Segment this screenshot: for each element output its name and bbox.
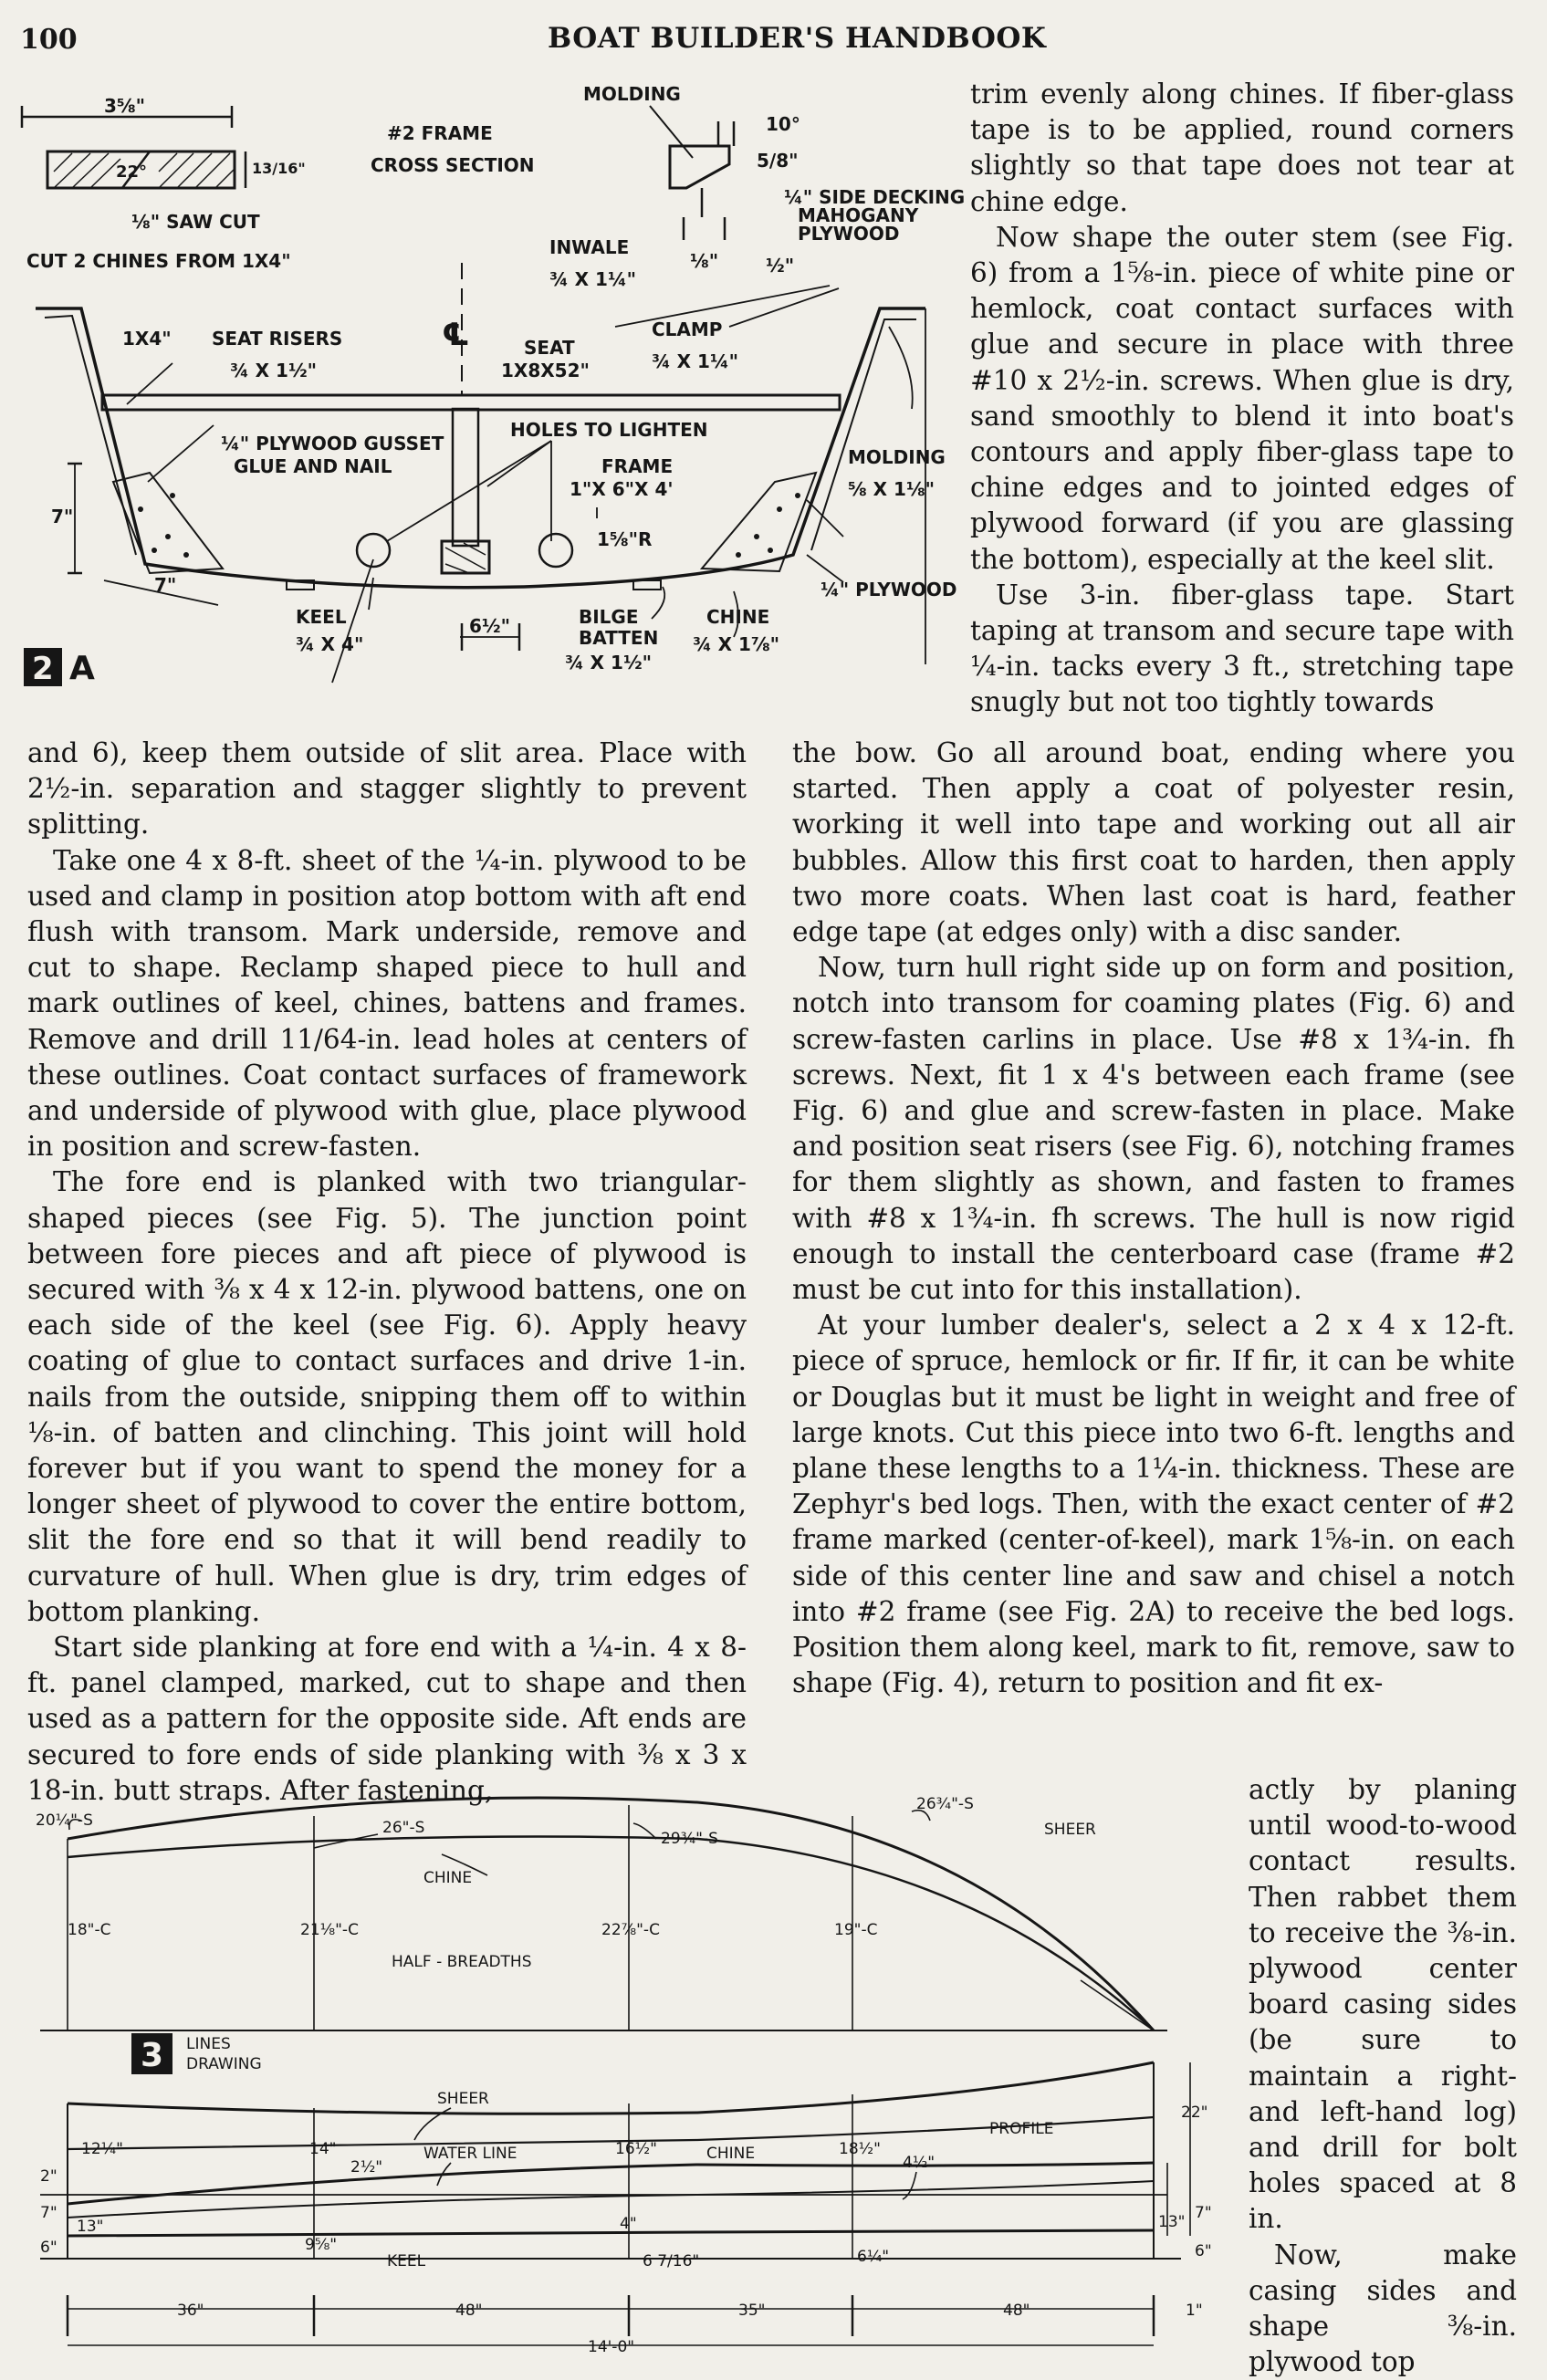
fig2a-label-seat-risers: SEAT RISERS <box>212 328 343 350</box>
fig3-label-st2: 48" <box>455 2302 483 2320</box>
fig2a-badge-letter: A <box>69 650 95 687</box>
fig3-title-line2: DRAWING <box>186 2055 262 2073</box>
paragraph: At your lumber dealer's, select a 2 x 4 x 12-ft. piece of spruce, hemlock or fir. If fir, it can be white or Douglas but it must be light in weight and free of large knots. Cut this piece into two 6-ft. lengths and plane these lengths to a 1¼-in. thickness. These are Zephyr's bed logs. Then, with the exact center of #2 frame marked (center-of-keel), mark 1⅝-in. on each side of this center line and saw and chisel a notch into #2 frame (see Fig. 2A) to receive the bed logs. Position them along keel, mark to fit, remove, saw to shape (Fig. 4), return to position and fit ex- <box>792 1310 1515 1699</box>
running-header: BOAT BUILDER'S HANDBOOK <box>548 22 1047 55</box>
paragraph: Now, make casing sides and shape ⅜-in. plywood top <box>1249 2239 1517 2378</box>
fig2a-label-cut-chines: CUT 2 CHINES FROM 1X4" <box>26 250 291 272</box>
fig2a-label-gusset: ¼" PLYWOOD GUSSET <box>221 433 444 454</box>
fig2a-label-5-8: 5/8" <box>757 150 799 172</box>
fig2a-label-seat-size: 1X8X52" <box>501 360 590 381</box>
fig3-label-k1: 9⅝" <box>305 2236 338 2254</box>
fig2a-label-1-8: ⅛" <box>690 250 719 272</box>
fig3-label-k2: 6 7/16" <box>643 2252 700 2270</box>
fig3-label-h1: 12¼" <box>81 2140 123 2158</box>
paragraph: trim evenly along chines. If fiber-glass tape is to be applied, round corners slightly so that tape does not tear at chine edge. <box>970 78 1514 217</box>
fig2a-label-keel: KEEL <box>296 606 347 628</box>
fig3-label-half-breadths: HALF - BREADTHS <box>392 1953 532 1971</box>
fig3-label-d7b: 7" <box>1195 2204 1212 2222</box>
fig2a-label-inwale-size: ¾ X 1¼" <box>549 268 637 290</box>
fig2a-label-keel-size: ¾ X 4" <box>296 633 364 655</box>
fig3-label-d13b: 13" <box>1158 2213 1186 2231</box>
fig3-label-h3: 16½" <box>615 2140 657 2158</box>
fig2a-label-bilge: BILGE <box>579 606 639 628</box>
fig3-label-s1: 20¼"-S <box>36 1811 93 1830</box>
fig2a-label-chine-size: ¾ X 1⅞" <box>693 633 780 655</box>
fig3-label-h2: 14" <box>309 2140 337 2158</box>
fig3-label-chine-prof: CHINE <box>706 2145 756 2163</box>
fig2a-label-saw-cut: ⅛" SAW CUT <box>131 211 260 233</box>
fig2a-label-side-decking: ¼" SIDE DECKING <box>784 186 966 208</box>
fig3-label-profile: PROFILE <box>989 2120 1054 2138</box>
fig2a-label-inwale: INWALE <box>549 236 630 258</box>
fig3-label-w1: 2½" <box>350 2158 383 2176</box>
fig3-label-chine-top: CHINE <box>423 1869 473 1887</box>
fig2a-label-frame-title: #2 FRAME <box>387 122 493 144</box>
fig3-label-22: 22" <box>1181 2103 1208 2122</box>
fig2a-label-frame-size: 1"X 6"X 4' <box>570 478 674 500</box>
fig3-label-d4: 4" <box>620 2215 637 2233</box>
fig3-label-overall: 14'-0" <box>588 2338 635 2356</box>
fig3-label-st1: 36" <box>177 2302 204 2320</box>
fig3-label-s2: 26"-S <box>382 1819 425 1837</box>
fig3-label-s4: 26¾"-S <box>916 1795 974 1813</box>
text-column-left <box>27 736 747 1809</box>
paragraph: The fore end is planked with two triangular-shaped pieces (see Fig. 5). The junction point between fore pieces and aft piece of plywood is secured with ⅜ x 4 x 12-in. plywood battens, one on each side of the keel (see Fig. 6). Apply heavy coating of glue to contact surfaces and drive 1-in. nails from the outside, snipping them off to within ⅛-in. of batten and clinching. This joint will hold forever but if you want to spend the money for a longer sheet of plywood to cover the entire bottom, slit the fore end so that it will bend readily to curvature of hull. When glue is dry, trim edges of bottom planking. <box>27 1166 747 1627</box>
text-column-right-top <box>970 77 1514 721</box>
text-column-right <box>792 736 1515 1701</box>
fig2a-label-clamp: CLAMP <box>652 318 723 340</box>
paragraph: the bow. Go all around boat, ending where you started. Then apply a coat of polyester resin, working it well into tape and working out all air bubbles. Allow this first coat to harden, then apply two more coats. When last coat is hard, feather edge tape (at edges only) with a disc sander. <box>792 737 1515 948</box>
text-column-right-narrow <box>1249 1772 1517 2380</box>
fig2a-label-7-vert: 7" <box>51 506 74 527</box>
fig2a-badge-number: 2 <box>32 651 54 687</box>
paragraph: Use 3-in. fiber-glass tape. Start taping at transom and secure tape with ¼-in. tacks every 3 ft., stretching tape snugly but not too tightly towards <box>970 579 1514 718</box>
fig3-label-sheer-top: SHEER <box>1044 1821 1096 1839</box>
fig2a-label-13-16: 13/16" <box>252 160 306 177</box>
figure-3-lines-drawing <box>13 1789 1240 2364</box>
fig3-label-st5: 1" <box>1186 2302 1203 2320</box>
fig2a-label-molding-size: ⅝ X 1⅛" <box>848 478 936 500</box>
fig2a-label-seat-risers-size: ¾ X 1½" <box>230 360 318 381</box>
fig2a-label-10deg: 10° <box>766 113 800 135</box>
fig2a-label-7-horz: 7" <box>154 574 177 596</box>
fig2a-label-angle: 22° <box>116 162 148 182</box>
fig3-title-line1: LINES <box>186 2035 231 2053</box>
fig2a-label-width: 3⅝" <box>104 95 146 117</box>
paragraph: actly by planing until wood-to-wood contact results. Then rabbet them to receive the ⅜-in. plywood center board casing sides (be sure to maintain a right- and left-hand log) and drill for bolt holes spaced at 8 in. <box>1249 1774 1517 2235</box>
fig2a-label-frame: FRAME <box>601 455 674 477</box>
fig2a-label-centerline: ℄ <box>442 317 470 353</box>
fig2a-label-holes: HOLES TO LIGHTEN <box>510 419 708 441</box>
fig2a-label-seat: SEAT <box>524 337 575 359</box>
fig2a-label-radius: 1⅝"R <box>597 528 653 550</box>
fig3-label-st3: 35" <box>738 2302 766 2320</box>
fig3-label-keel: KEEL <box>387 2252 426 2270</box>
fig3-label-d6a: 6" <box>40 2239 57 2257</box>
fig2a-label-1x4: 1X4" <box>122 328 172 350</box>
fig3-label-d6b: 6" <box>1195 2242 1212 2260</box>
fig2a-label-batten-size: ¾ X 1½" <box>565 652 653 673</box>
figure-2a-frame-cross-section <box>13 80 971 728</box>
fig3-label-c3: 22⅞"-C <box>601 1921 660 1939</box>
paragraph: Start side planking at fore end with a ¼-in. 4 x 8-ft. panel clamped, marked, cut to shape and then used as a pattern for the opposite side. Aft ends are secured to fore ends of side planking with ⅜ x 3 x 18-in. butt straps. After fastening, <box>27 1632 747 1806</box>
fig3-label-c4: 19"-C <box>834 1921 878 1939</box>
fig3-badge-number: 3 <box>141 2037 164 2074</box>
fig2a-label-glue-nail: GLUE AND NAIL <box>234 455 392 477</box>
fig2a-label-molding-top: MOLDING <box>583 83 681 105</box>
fig3-label-st4: 48" <box>1003 2302 1030 2320</box>
fig3-label-h4: 18½" <box>839 2140 881 2158</box>
fig2a-label-1-2: ½" <box>766 255 795 277</box>
fig2a-label-frame-subtitle: CROSS SECTION <box>371 154 535 176</box>
fig3-label-water-line: WATER LINE <box>423 2145 517 2163</box>
paragraph: and 6), keep them outside of slit area. Place with 2½-in. separation and stagger slightly to prevent splitting. <box>27 737 747 840</box>
fig3-label-sheer-prof: SHEER <box>437 2090 489 2108</box>
fig2a-label-chine: CHINE <box>706 606 770 628</box>
fig3-label-d13a: 13" <box>77 2218 104 2236</box>
fig2a-label-batten: BATTEN <box>579 627 659 649</box>
fig3-label-w2: 4½" <box>903 2154 936 2172</box>
fig3-label-s3: 29¾"-S <box>661 1830 718 1848</box>
fig2a-label-mahogany: MAHOGANY <box>798 204 919 226</box>
paragraph: Now, turn hull right side up on form and position, notch into transom for coaming plates (Fig. 6) and screw-fasten carlins in place. Use #8 x 1¾-in. fh screws. Next, fit 1 x 4's between each frame (see Fig. 6) and glue and screw-fasten in place. Make and position seat risers (see Fig. 6), notching frames for them slightly as shown, and fasten to frames with #8 x 1¾-in. fh screws. The hull is now rigid enough to install the centerboard case (frame #2 must be cut into for this installation). <box>792 952 1515 1306</box>
fig2a-label-plywood-deck: PLYWOOD <box>798 223 900 245</box>
fig2a-label-plywood: ¼" PLYWOOD <box>821 579 957 600</box>
fig3-label-d2: 2" <box>40 2167 57 2186</box>
paragraph: Now shape the outer stem (see Fig. 6) from a 1⅝-in. piece of white pine or hemlock, coat contact surfaces with glue and secure in place with three #10 x 2½-in. screws. When glue is dry, sand smoothly to blend it into boat's contours and apply fiber-glass tape to chine edges and to jointed edges of plywood forward (if you are glassing the bottom), especially at the keel slit. <box>970 221 1514 575</box>
page-number: 100 <box>20 24 78 56</box>
fig2a-label-molding: MOLDING <box>848 446 946 468</box>
fig2a-label-clamp-size: ¾ X 1¼" <box>652 350 739 372</box>
fig3-label-c1: 18"-C <box>68 1921 111 1939</box>
paragraph: Take one 4 x 8-ft. sheet of the ¼-in. plywood to be used and clamp in position atop bottom with aft end flush with transom. Mark underside, remove and cut to shape. Reclamp shaped piece to hull and mark outlines of keel, chines, battens and frames. Remove and drill 11/64-in. lead holes at centers of these outlines. Coat contact surfaces of framework and underside of plywood with glue, place plywood in position and screw-fasten. <box>27 844 747 1163</box>
fig3-label-d7a: 7" <box>40 2204 57 2222</box>
fig3-label-k3: 6¼" <box>857 2248 890 2266</box>
fig3-label-c2: 21⅛"-C <box>300 1921 359 1939</box>
fig2a-label-6-5: 6½" <box>469 615 511 637</box>
